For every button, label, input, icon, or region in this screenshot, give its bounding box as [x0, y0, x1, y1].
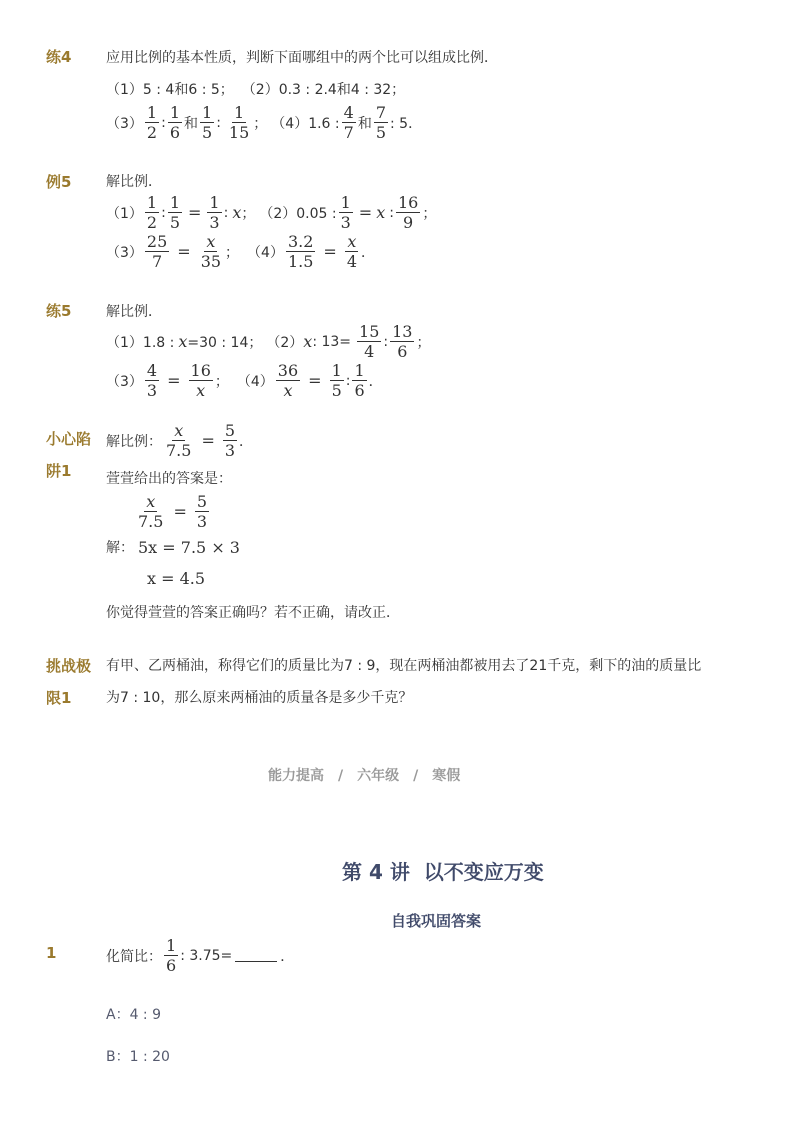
- period: ．: [361, 244, 376, 261]
- equals-sign: =: [167, 371, 181, 390]
- option-text: 4 : 9: [129, 1007, 162, 1023]
- fraction: $\frac{1}{2}$: [146, 103, 158, 142]
- variable-x: x: [303, 332, 313, 351]
- challenge-1-line-2: 为7 : 10，那么原来两桶油的质量各是多少千克？: [106, 690, 413, 706]
- fraction: $\frac{1}{5}$: [202, 103, 213, 142]
- colon: :: [383, 333, 389, 350]
- example-5-line-2: [106, 233, 375, 270]
- exercise-5-label: 练5: [46, 302, 72, 320]
- fraction: $\frac{5}{3}$: [224, 421, 236, 460]
- fraction: $\frac{5}{3}$: [196, 492, 208, 531]
- challenge-1-line-1: 有甲、乙两桶油，称得它们的质量比为7 : 9，现在两桶油都被用去了21千克，剩下的油的质量比: [106, 658, 702, 674]
- option-b[interactable]: [106, 1046, 170, 1066]
- trap-1-solution-step-2: [147, 569, 205, 588]
- option-a[interactable]: [106, 1004, 161, 1024]
- question-1-prefix: 化简比：: [106, 948, 162, 965]
- exercise-5-title: 解比例．: [106, 304, 162, 320]
- fraction: $\frac{36}{x}$: [277, 361, 299, 400]
- trap-1-given-text: 萱萱给出的答案是：: [106, 471, 232, 487]
- exercise-5-part-4-prefix: （4）: [236, 373, 274, 390]
- exercise-4-part-3-prefix: （3）: [106, 115, 143, 132]
- exercise-4-title: 应用比例的基本性质，判断下面哪组中的两个比可以组成比例．: [106, 50, 498, 66]
- exercise-4-part-1: （1）5 : 4和6 : 5；: [106, 82, 234, 98]
- separator: ；: [422, 205, 437, 222]
- question-1-middle: : 3.75=: [180, 947, 233, 964]
- section-subtitle: 自我巩固答案: [391, 912, 482, 930]
- trap-1-question: 你觉得萱萱的答案正确吗？若不正确，请改正．: [106, 605, 400, 621]
- fraction: $\frac{1}{5}$: [169, 193, 181, 232]
- fraction: $\frac{x}{7.5}$: [166, 421, 192, 460]
- fraction: $\frac{3.2}{1.5}$: [287, 232, 314, 271]
- example-5-label: 例5: [46, 173, 72, 191]
- option-label: A：: [106, 1007, 130, 1023]
- fraction: $\frac{1}{3}$: [209, 193, 220, 232]
- exercise-5-part-2-prefix: （2）: [266, 334, 304, 351]
- separator: ；: [416, 334, 431, 351]
- exercise-4-line-1: [106, 79, 405, 99]
- colon: :: [345, 372, 351, 389]
- equals-sign: =: [173, 502, 187, 521]
- example-5-title: 解比例．: [106, 174, 162, 190]
- exercise-4-label: 练4: [46, 48, 72, 66]
- fraction: $\frac{1}{2}$: [146, 193, 158, 232]
- equals-sign: =: [358, 203, 373, 222]
- equals-sign: =: [308, 371, 322, 390]
- page-footer: 能力提高 / 六年级 / 寒假: [268, 768, 461, 784]
- example-5-part-1-prefix: （1）: [106, 205, 143, 222]
- equals-sign: =: [177, 242, 191, 261]
- exercise-4-part-4-tail: : 5．: [390, 115, 423, 132]
- fraction: $\frac{25}{7}$: [146, 232, 168, 271]
- fraction: $\frac{x}{7.5}$: [138, 492, 164, 531]
- example-5-part-4-prefix: （4）: [247, 244, 284, 261]
- fraction: $\frac{1}{15}$: [228, 103, 250, 142]
- fraction: $\frac{x}{4}$: [346, 232, 358, 271]
- fraction: $\frac{15}{4}$: [359, 322, 380, 361]
- fraction: $\frac{1}{6}$: [166, 936, 177, 975]
- lecture-title: 第 4 讲 以不变应万变: [342, 860, 544, 884]
- fraction: $\frac{x}{35}$: [200, 232, 222, 271]
- trap-1-label-line-1: 小心陷: [46, 430, 92, 448]
- separator: ；: [214, 373, 229, 390]
- exercise-5-part-1-prefix: （1）1.8 :: [106, 334, 175, 351]
- exercise-5-line-2: [106, 362, 383, 399]
- conjunction-text: 和: [184, 115, 199, 132]
- equals-sign: =: [188, 203, 202, 222]
- period: ．: [368, 373, 383, 390]
- fraction: $\frac{1}{6}$: [169, 103, 181, 142]
- trap-1-problem: [106, 422, 253, 459]
- variable-x: x: [232, 203, 242, 222]
- question-1-text: [106, 937, 294, 974]
- colon: :: [389, 204, 394, 221]
- trap-1-label-line-2: 阱1: [46, 462, 72, 480]
- solution-equation: 5x = 7.5 × 3: [138, 537, 240, 557]
- exercise-5-line-1: [106, 323, 430, 360]
- exercise-5-part-3-prefix: （3）: [106, 373, 143, 390]
- exercise-4-part-4-prefix: （4）1.6 :: [271, 115, 340, 132]
- solution-result: x = 4.5: [147, 569, 206, 588]
- exercise-4-line-2: [106, 104, 422, 141]
- trap-1-given-equation: [134, 493, 211, 530]
- fraction: $\frac{4}{3}$: [146, 361, 158, 400]
- equals-sign: =: [323, 242, 337, 261]
- fraction: $\frac{1}{6}$: [354, 361, 365, 400]
- colon: :: [161, 204, 166, 221]
- colon: :: [223, 204, 229, 221]
- fraction: $\frac{1}{3}$: [340, 193, 351, 232]
- fraction: $\frac{1}{5}$: [331, 361, 342, 400]
- exercise-4-part-2: （2）0.3 : 2.4和4 : 32；: [241, 82, 406, 98]
- fraction: $\frac{16}{9}$: [397, 193, 419, 232]
- variable-x: x: [178, 332, 188, 351]
- trap-1-solution-step-1: [106, 537, 240, 557]
- solution-label: 解：: [106, 540, 134, 556]
- separator: ；: [241, 205, 256, 222]
- period: ．: [280, 948, 295, 965]
- option-label: B：: [106, 1049, 130, 1065]
- option-text: 1 : 20: [129, 1049, 170, 1065]
- answer-blank: [235, 949, 277, 962]
- example-5-part-3-prefix: （3）: [106, 244, 143, 261]
- example-5-line-1: [106, 194, 436, 231]
- challenge-1-label-line-1: 挑战极: [46, 657, 92, 675]
- colon: :: [161, 114, 166, 131]
- separator: ；: [225, 244, 240, 261]
- example-5-part-2-prefix: （2）0.05 :: [259, 205, 337, 222]
- conjunction-text: 和: [357, 115, 372, 132]
- exercise-5-part-1-rest: =30 : 14；: [187, 334, 263, 351]
- colon: :: [216, 114, 221, 131]
- fraction: $\frac{13}{6}$: [392, 322, 413, 361]
- variable-x: x: [376, 203, 386, 222]
- challenge-1-label-line-2: 限1: [46, 689, 72, 707]
- question-1-number: 1: [46, 944, 57, 962]
- equals-sign: =: [201, 431, 215, 450]
- exercise-5-part-2-middle: : 13=: [312, 333, 352, 350]
- period: ．: [239, 433, 254, 450]
- fraction: $\frac{7}{5}$: [375, 103, 386, 142]
- fraction: $\frac{4}{7}$: [343, 103, 354, 142]
- separator: ；: [253, 115, 268, 132]
- fraction: $\frac{16}{x}$: [190, 361, 211, 400]
- trap-1-title: 解比例：: [106, 433, 162, 450]
